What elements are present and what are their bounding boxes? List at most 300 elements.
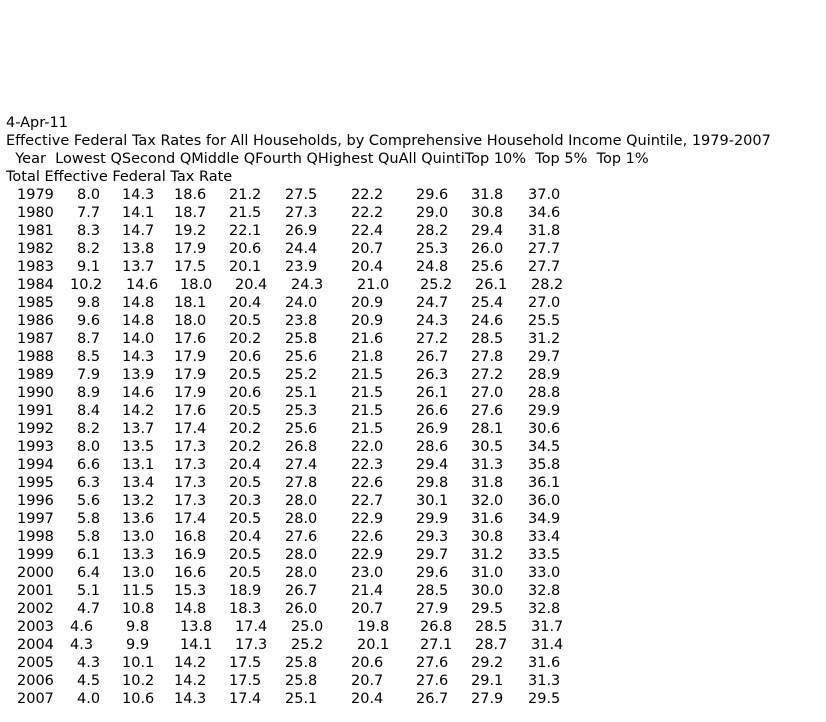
value-cell: 28.2 bbox=[531, 277, 564, 293]
year-cell: 1988 bbox=[17, 349, 54, 365]
value-cell: 27.4 bbox=[285, 457, 318, 473]
value-cell: 27.0 bbox=[528, 295, 561, 311]
value-cell: 29.5 bbox=[471, 601, 504, 617]
value-cell: 5.1 bbox=[77, 583, 101, 599]
value-cell: 10.6 bbox=[122, 691, 155, 707]
value-cell: 31.3 bbox=[528, 673, 561, 689]
value-cell: 14.2 bbox=[122, 403, 155, 419]
value-cell: 20.5 bbox=[229, 565, 262, 581]
value-cell: 25.5 bbox=[528, 313, 561, 329]
value-cell: 29.5 bbox=[528, 691, 561, 707]
value-cell: 27.7 bbox=[528, 259, 561, 275]
value-cell: 25.2 bbox=[291, 637, 324, 653]
value-cell: 20.4 bbox=[229, 529, 262, 545]
value-cell: 4.3 bbox=[70, 637, 94, 653]
value-cell: 10.2 bbox=[122, 673, 155, 689]
value-cell: 18.9 bbox=[229, 583, 262, 599]
value-cell: 21.5 bbox=[351, 421, 384, 437]
year-cell: 1989 bbox=[17, 367, 54, 383]
value-cell: 9.9 bbox=[126, 637, 150, 653]
value-cell: 20.1 bbox=[357, 637, 390, 653]
value-cell: 24.6 bbox=[471, 313, 504, 329]
value-cell: 25.2 bbox=[285, 367, 318, 383]
value-cell: 20.4 bbox=[235, 277, 268, 293]
value-cell: 27.6 bbox=[416, 673, 449, 689]
value-cell: 25.1 bbox=[285, 385, 318, 401]
value-cell: 27.8 bbox=[471, 349, 504, 365]
value-cell: 14.6 bbox=[126, 277, 159, 293]
value-cell: 25.6 bbox=[285, 421, 318, 437]
year-cell: 1982 bbox=[17, 241, 54, 257]
table-row bbox=[0, 528, 826, 546]
value-cell: 21.4 bbox=[351, 583, 384, 599]
value-cell: 22.6 bbox=[351, 529, 384, 545]
value-cell: 29.7 bbox=[416, 547, 449, 563]
value-cell: 24.4 bbox=[285, 241, 318, 257]
value-cell: 21.5 bbox=[351, 385, 384, 401]
year-cell: 2003 bbox=[17, 619, 54, 635]
value-cell: 37.0 bbox=[528, 187, 561, 203]
value-cell: 14.0 bbox=[122, 331, 155, 347]
section-label: Total Effective Federal Tax Rate bbox=[6, 169, 233, 185]
value-cell: 21.8 bbox=[351, 349, 384, 365]
value-cell: 31.6 bbox=[528, 655, 561, 671]
value-cell: 20.4 bbox=[229, 295, 262, 311]
value-cell: 13.5 bbox=[122, 439, 155, 455]
year-cell: 1980 bbox=[17, 205, 54, 221]
value-cell: 14.8 bbox=[122, 313, 155, 329]
table-row bbox=[0, 456, 826, 474]
value-cell: 19.8 bbox=[357, 619, 390, 635]
value-cell: 29.9 bbox=[528, 403, 561, 419]
date-label: 4-Apr-11 bbox=[6, 115, 68, 131]
value-cell: 5.8 bbox=[77, 529, 101, 545]
table-row bbox=[0, 474, 826, 492]
value-cell: 29.0 bbox=[416, 205, 449, 221]
value-cell: 21.5 bbox=[351, 403, 384, 419]
column-header-row: Year Lowest QSecond QMiddle QFourth QHighest QuAll QuintiTop 10% Top 5% Top 1% bbox=[6, 151, 649, 167]
value-cell: 27.9 bbox=[471, 691, 504, 707]
table-row bbox=[0, 420, 826, 438]
value-cell: 33.4 bbox=[528, 529, 561, 545]
value-cell: 27.7 bbox=[528, 241, 561, 257]
value-cell: 15.3 bbox=[174, 583, 207, 599]
table-row bbox=[0, 564, 826, 582]
value-cell: 17.3 bbox=[174, 493, 207, 509]
year-cell: 1979 bbox=[17, 187, 54, 203]
table-row bbox=[0, 186, 826, 204]
value-cell: 11.5 bbox=[122, 583, 155, 599]
value-cell: 20.2 bbox=[229, 331, 262, 347]
value-cell: 17.6 bbox=[174, 331, 207, 347]
value-cell: 20.9 bbox=[351, 295, 384, 311]
table-row bbox=[0, 654, 826, 672]
value-cell: 22.6 bbox=[351, 475, 384, 491]
value-cell: 36.0 bbox=[528, 493, 561, 509]
value-cell: 17.4 bbox=[235, 619, 268, 635]
year-cell: 1981 bbox=[17, 223, 54, 239]
value-cell: 26.1 bbox=[475, 277, 508, 293]
value-cell: 14.8 bbox=[174, 601, 207, 617]
value-cell: 19.2 bbox=[174, 223, 207, 239]
value-cell: 22.7 bbox=[351, 493, 384, 509]
value-cell: 22.2 bbox=[351, 205, 384, 221]
table-row bbox=[0, 294, 826, 312]
table-row bbox=[0, 222, 826, 240]
value-cell: 20.7 bbox=[351, 673, 384, 689]
value-cell: 13.1 bbox=[122, 457, 155, 473]
value-cell: 8.2 bbox=[77, 241, 101, 257]
value-cell: 30.6 bbox=[528, 421, 561, 437]
value-cell: 24.0 bbox=[285, 295, 318, 311]
value-cell: 34.9 bbox=[528, 511, 561, 527]
table-row bbox=[0, 240, 826, 258]
year-cell: 1998 bbox=[17, 529, 54, 545]
value-cell: 26.0 bbox=[285, 601, 318, 617]
value-cell: 20.2 bbox=[229, 421, 262, 437]
value-cell: 17.3 bbox=[174, 439, 207, 455]
table-row bbox=[0, 258, 826, 276]
table-row bbox=[0, 690, 826, 708]
value-cell: 10.8 bbox=[122, 601, 155, 617]
value-cell: 29.4 bbox=[416, 457, 449, 473]
value-cell: 28.0 bbox=[285, 565, 318, 581]
value-cell: 14.3 bbox=[174, 691, 207, 707]
value-cell: 24.7 bbox=[416, 295, 449, 311]
value-cell: 23.8 bbox=[285, 313, 318, 329]
value-cell: 16.6 bbox=[174, 565, 207, 581]
value-cell: 25.0 bbox=[291, 619, 324, 635]
value-cell: 14.2 bbox=[174, 673, 207, 689]
value-cell: 26.8 bbox=[285, 439, 318, 455]
value-cell: 31.2 bbox=[528, 331, 561, 347]
value-cell: 17.4 bbox=[229, 691, 262, 707]
value-cell: 22.3 bbox=[351, 457, 384, 473]
year-cell: 1997 bbox=[17, 511, 54, 527]
value-cell: 10.1 bbox=[122, 655, 155, 671]
value-cell: 30.0 bbox=[471, 583, 504, 599]
value-cell: 27.2 bbox=[416, 331, 449, 347]
value-cell: 8.0 bbox=[77, 187, 101, 203]
value-cell: 31.8 bbox=[528, 223, 561, 239]
value-cell: 28.0 bbox=[285, 547, 318, 563]
value-cell: 8.4 bbox=[77, 403, 101, 419]
value-cell: 34.5 bbox=[528, 439, 561, 455]
value-cell: 20.2 bbox=[229, 439, 262, 455]
value-cell: 20.6 bbox=[229, 349, 262, 365]
value-cell: 28.8 bbox=[528, 385, 561, 401]
year-cell: 2004 bbox=[17, 637, 54, 653]
table-row bbox=[0, 384, 826, 402]
value-cell: 6.6 bbox=[77, 457, 101, 473]
value-cell: 4.6 bbox=[70, 619, 94, 635]
value-cell: 36.1 bbox=[528, 475, 561, 491]
value-cell: 32.8 bbox=[528, 583, 561, 599]
table-row bbox=[0, 276, 826, 294]
table-row bbox=[0, 672, 826, 690]
value-cell: 33.0 bbox=[528, 565, 561, 581]
value-cell: 4.3 bbox=[77, 655, 101, 671]
value-cell: 20.6 bbox=[229, 241, 262, 257]
value-cell: 14.8 bbox=[122, 295, 155, 311]
year-cell: 1984 bbox=[17, 277, 54, 293]
value-cell: 31.7 bbox=[531, 619, 564, 635]
value-cell: 29.9 bbox=[416, 511, 449, 527]
value-cell: 17.9 bbox=[174, 385, 207, 401]
value-cell: 29.3 bbox=[416, 529, 449, 545]
table-row bbox=[0, 582, 826, 600]
year-cell: 1999 bbox=[17, 547, 54, 563]
value-cell: 14.3 bbox=[122, 349, 155, 365]
value-cell: 9.6 bbox=[77, 313, 101, 329]
value-cell: 13.8 bbox=[122, 241, 155, 257]
value-cell: 29.6 bbox=[416, 565, 449, 581]
value-cell: 26.0 bbox=[471, 241, 504, 257]
table-row bbox=[0, 492, 826, 510]
value-cell: 20.4 bbox=[229, 457, 262, 473]
value-cell: 32.8 bbox=[528, 601, 561, 617]
value-cell: 17.5 bbox=[229, 673, 262, 689]
value-cell: 25.6 bbox=[471, 259, 504, 275]
value-cell: 9.8 bbox=[126, 619, 150, 635]
value-cell: 26.9 bbox=[416, 421, 449, 437]
value-cell: 18.3 bbox=[229, 601, 262, 617]
value-cell: 24.8 bbox=[416, 259, 449, 275]
value-cell: 28.5 bbox=[475, 619, 508, 635]
value-cell: 29.7 bbox=[528, 349, 561, 365]
value-cell: 31.3 bbox=[471, 457, 504, 473]
value-cell: 21.0 bbox=[357, 277, 390, 293]
value-cell: 22.4 bbox=[351, 223, 384, 239]
value-cell: 28.1 bbox=[471, 421, 504, 437]
value-cell: 18.6 bbox=[174, 187, 207, 203]
year-cell: 1986 bbox=[17, 313, 54, 329]
value-cell: 8.3 bbox=[77, 223, 101, 239]
value-cell: 29.8 bbox=[416, 475, 449, 491]
table-row bbox=[0, 438, 826, 456]
value-cell: 6.4 bbox=[77, 565, 101, 581]
year-cell: 1987 bbox=[17, 331, 54, 347]
table-row bbox=[0, 636, 826, 654]
value-cell: 13.7 bbox=[122, 421, 155, 437]
value-cell: 17.6 bbox=[174, 403, 207, 419]
value-cell: 31.8 bbox=[471, 475, 504, 491]
year-cell: 1995 bbox=[17, 475, 54, 491]
value-cell: 10.2 bbox=[70, 277, 103, 293]
value-cell: 20.7 bbox=[351, 241, 384, 257]
value-cell: 25.6 bbox=[285, 349, 318, 365]
value-cell: 28.0 bbox=[285, 511, 318, 527]
table-row bbox=[0, 546, 826, 564]
value-cell: 27.5 bbox=[285, 187, 318, 203]
value-cell: 18.0 bbox=[180, 277, 213, 293]
value-cell: 27.8 bbox=[285, 475, 318, 491]
value-cell: 26.9 bbox=[285, 223, 318, 239]
value-cell: 21.2 bbox=[229, 187, 262, 203]
value-cell: 27.1 bbox=[420, 637, 453, 653]
value-cell: 25.3 bbox=[285, 403, 318, 419]
value-cell: 14.1 bbox=[180, 637, 213, 653]
value-cell: 4.0 bbox=[77, 691, 101, 707]
value-cell: 21.5 bbox=[351, 367, 384, 383]
value-cell: 13.7 bbox=[122, 259, 155, 275]
value-cell: 26.7 bbox=[285, 583, 318, 599]
value-cell: 17.3 bbox=[235, 637, 268, 653]
value-cell: 14.1 bbox=[122, 205, 155, 221]
value-cell: 20.5 bbox=[229, 547, 262, 563]
year-cell: 1985 bbox=[17, 295, 54, 311]
value-cell: 22.2 bbox=[351, 187, 384, 203]
value-cell: 13.0 bbox=[122, 529, 155, 545]
year-cell: 1983 bbox=[17, 259, 54, 275]
value-cell: 28.2 bbox=[416, 223, 449, 239]
value-cell: 30.8 bbox=[471, 529, 504, 545]
table-row bbox=[0, 204, 826, 222]
value-cell: 23.9 bbox=[285, 259, 318, 275]
value-cell: 29.2 bbox=[471, 655, 504, 671]
value-cell: 27.6 bbox=[416, 655, 449, 671]
value-cell: 26.7 bbox=[416, 349, 449, 365]
value-cell: 27.2 bbox=[471, 367, 504, 383]
value-cell: 13.0 bbox=[122, 565, 155, 581]
table-row bbox=[0, 510, 826, 528]
value-cell: 13.4 bbox=[122, 475, 155, 491]
value-cell: 6.3 bbox=[77, 475, 101, 491]
value-cell: 26.6 bbox=[416, 403, 449, 419]
value-cell: 13.9 bbox=[122, 367, 155, 383]
value-cell: 22.0 bbox=[351, 439, 384, 455]
table-title: Effective Federal Tax Rates for All Households, by Comprehensive Household Income Quintile, 1979-2007 bbox=[6, 133, 771, 149]
value-cell: 24.3 bbox=[291, 277, 324, 293]
year-cell: 2000 bbox=[17, 565, 54, 581]
value-cell: 25.8 bbox=[285, 331, 318, 347]
value-cell: 17.9 bbox=[174, 367, 207, 383]
data-table bbox=[0, 186, 826, 708]
value-cell: 27.9 bbox=[416, 601, 449, 617]
value-cell: 31.0 bbox=[471, 565, 504, 581]
value-cell: 8.2 bbox=[77, 421, 101, 437]
value-cell: 21.6 bbox=[351, 331, 384, 347]
value-cell: 8.5 bbox=[77, 349, 101, 365]
value-cell: 17.4 bbox=[174, 511, 207, 527]
value-cell: 21.5 bbox=[229, 205, 262, 221]
value-cell: 5.8 bbox=[77, 511, 101, 527]
value-cell: 20.4 bbox=[351, 691, 384, 707]
value-cell: 26.7 bbox=[416, 691, 449, 707]
value-cell: 22.9 bbox=[351, 547, 384, 563]
value-cell: 20.6 bbox=[351, 655, 384, 671]
value-cell: 17.9 bbox=[174, 349, 207, 365]
value-cell: 25.3 bbox=[416, 241, 449, 257]
table-row bbox=[0, 618, 826, 636]
value-cell: 17.3 bbox=[174, 475, 207, 491]
value-cell: 25.8 bbox=[285, 673, 318, 689]
table-row bbox=[0, 600, 826, 618]
value-cell: 13.8 bbox=[180, 619, 213, 635]
value-cell: 16.8 bbox=[174, 529, 207, 545]
value-cell: 17.5 bbox=[229, 655, 262, 671]
year-cell: 2007 bbox=[17, 691, 54, 707]
value-cell: 24.3 bbox=[416, 313, 449, 329]
value-cell: 31.6 bbox=[471, 511, 504, 527]
value-cell: 34.6 bbox=[528, 205, 561, 221]
value-cell: 17.3 bbox=[174, 457, 207, 473]
value-cell: 14.7 bbox=[122, 223, 155, 239]
value-cell: 25.8 bbox=[285, 655, 318, 671]
value-cell: 18.0 bbox=[174, 313, 207, 329]
value-cell: 17.9 bbox=[174, 241, 207, 257]
value-cell: 7.7 bbox=[77, 205, 101, 221]
value-cell: 20.6 bbox=[229, 385, 262, 401]
value-cell: 28.7 bbox=[475, 637, 508, 653]
value-cell: 30.1 bbox=[416, 493, 449, 509]
value-cell: 20.5 bbox=[229, 475, 262, 491]
value-cell: 28.0 bbox=[285, 493, 318, 509]
value-cell: 4.7 bbox=[77, 601, 101, 617]
value-cell: 30.5 bbox=[471, 439, 504, 455]
value-cell: 6.1 bbox=[77, 547, 101, 563]
value-cell: 23.0 bbox=[351, 565, 384, 581]
value-cell: 9.8 bbox=[77, 295, 101, 311]
value-cell: 31.8 bbox=[471, 187, 504, 203]
value-cell: 28.6 bbox=[416, 439, 449, 455]
value-cell: 22.1 bbox=[229, 223, 262, 239]
year-cell: 1990 bbox=[17, 385, 54, 401]
value-cell: 27.3 bbox=[285, 205, 318, 221]
value-cell: 27.0 bbox=[471, 385, 504, 401]
value-cell: 20.9 bbox=[351, 313, 384, 329]
value-cell: 5.6 bbox=[77, 493, 101, 509]
value-cell: 20.7 bbox=[351, 601, 384, 617]
value-cell: 20.4 bbox=[351, 259, 384, 275]
value-cell: 29.1 bbox=[471, 673, 504, 689]
value-cell: 25.1 bbox=[285, 691, 318, 707]
year-cell: 1993 bbox=[17, 439, 54, 455]
value-cell: 32.0 bbox=[471, 493, 504, 509]
year-cell: 1994 bbox=[17, 457, 54, 473]
table-row bbox=[0, 312, 826, 330]
value-cell: 26.1 bbox=[416, 385, 449, 401]
year-cell: 2001 bbox=[17, 583, 54, 599]
value-cell: 20.1 bbox=[229, 259, 262, 275]
value-cell: 8.0 bbox=[77, 439, 101, 455]
table-row bbox=[0, 366, 826, 384]
value-cell: 28.9 bbox=[528, 367, 561, 383]
value-cell: 20.5 bbox=[229, 511, 262, 527]
value-cell: 20.3 bbox=[229, 493, 262, 509]
value-cell: 26.3 bbox=[416, 367, 449, 383]
value-cell: 25.2 bbox=[420, 277, 453, 293]
year-cell: 2006 bbox=[17, 673, 54, 689]
value-cell: 27.6 bbox=[285, 529, 318, 545]
value-cell: 14.6 bbox=[122, 385, 155, 401]
year-cell: 2002 bbox=[17, 601, 54, 617]
value-cell: 16.9 bbox=[174, 547, 207, 563]
year-cell: 1991 bbox=[17, 403, 54, 419]
year-cell: 1992 bbox=[17, 421, 54, 437]
value-cell: 33.5 bbox=[528, 547, 561, 563]
value-cell: 30.8 bbox=[471, 205, 504, 221]
value-cell: 17.4 bbox=[174, 421, 207, 437]
value-cell: 29.4 bbox=[471, 223, 504, 239]
value-cell: 35.8 bbox=[528, 457, 561, 473]
value-cell: 31.4 bbox=[531, 637, 564, 653]
table-row bbox=[0, 348, 826, 366]
value-cell: 26.8 bbox=[420, 619, 453, 635]
value-cell: 28.5 bbox=[471, 331, 504, 347]
value-cell: 27.6 bbox=[471, 403, 504, 419]
value-cell: 8.9 bbox=[77, 385, 101, 401]
